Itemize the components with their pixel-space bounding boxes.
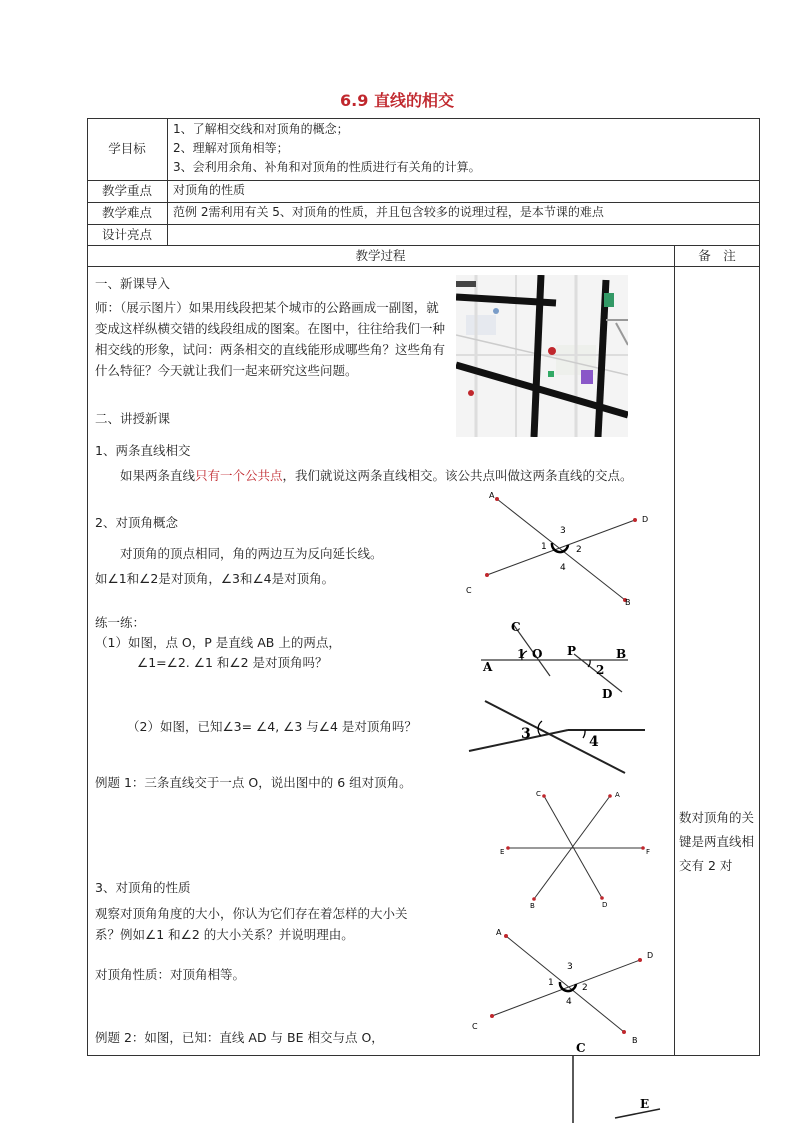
point-label: D [602, 687, 613, 701]
point-label: D [647, 951, 654, 960]
angle-label: 3 [567, 962, 573, 972]
page-title: 6.9 直线的相交 [340, 91, 454, 110]
point-label: C [472, 1022, 478, 1031]
figure-practice-1 [478, 618, 638, 703]
angle-label: 1 [517, 647, 526, 661]
subsection-heading: 3、对顶角的性质 [95, 880, 191, 895]
notes-label: 备 注 [698, 248, 736, 263]
point-label: E [500, 848, 505, 856]
point-label: D [642, 515, 649, 524]
example-1: 例题 1：三条直线交于一点 O，说出图中的 6 组对顶角。 [95, 775, 412, 790]
section-heading: 一、新课导入 [95, 276, 171, 291]
subsection-heading: 1、两条直线相交 [95, 443, 191, 458]
point-label: B [632, 1036, 638, 1045]
angle-label: 3 [521, 726, 531, 742]
point-label: D [602, 901, 608, 909]
point-label: A [615, 791, 620, 799]
example-2: 例题 2：如图，已知：直线 AD 与 BE 相交与点 O， [95, 1030, 384, 1045]
point-label: C [536, 790, 541, 798]
section-heading: 二、讲授新课 [95, 411, 171, 426]
point-label: C [466, 586, 472, 595]
practice-heading: 练一练： [95, 615, 146, 630]
point-label: B [625, 598, 631, 607]
focus-label: 教学重点 [101, 183, 152, 198]
intro-paragraph: 师：（展示图片）如果用线段把某个城市的公路画成一副图，就变成这样纵横交错的线段组成的图案。在图中，往往给我们一种相交线的形象，试问：两条相交的直线能形成哪些角？这些角有什么特征？今天就让我们一起来研究这些问题。 [95, 300, 446, 378]
vertical-angle-example: 如∠1和∠2是对顶角，∠3和∠4是对顶角。 [95, 571, 335, 586]
goal-item: 3、会利用余角、补角和对顶角的性质进行有关角的计算。 [173, 160, 481, 174]
point-label: O [532, 647, 543, 661]
definition-text: ，我们就说这两条直线相交。该公共点叫做这两条直线的交点。 [282, 468, 633, 483]
definition-text: 如果两条直线 [120, 468, 196, 483]
goal-label: 学目标 [108, 141, 146, 156]
angle-label: 1 [548, 978, 554, 988]
angle-label: 4 [560, 563, 566, 573]
point-label: C [511, 620, 521, 634]
figure-intersecting-lines-2 [466, 924, 666, 1049]
point-label: A [483, 660, 493, 674]
focus-value: 对顶角的性质 [173, 183, 246, 197]
city-road-map-image [456, 275, 628, 437]
goal-item: 2、理解对顶角相等； [173, 141, 289, 155]
intersect-definition [95, 465, 670, 486]
point-label: C [576, 1041, 586, 1055]
practice-1-line2: ∠1=∠2. ∠1 和∠2 是对顶角吗？ [137, 655, 328, 670]
point-label: A [489, 491, 495, 500]
point-label: B [616, 647, 627, 661]
angle-label: 1 [541, 542, 547, 552]
point-label: B [530, 902, 535, 910]
point-label: P [567, 644, 577, 658]
highlight-label: 设计亮点 [101, 227, 152, 242]
figure-intersecting-lines-1 [460, 488, 660, 613]
process-label: 教学过程 [355, 248, 406, 263]
goal-item: 1、了解相交线和对顶角的概念； [173, 122, 349, 136]
side-note: 数对顶角的关键是两直线相交有 2 对 [679, 810, 755, 873]
figure-three-lines [498, 786, 658, 911]
subsection-heading: 2、对顶角概念 [95, 515, 178, 530]
practice-1-line1: （1）如图，点 O，P 是直线 AB 上的两点， [95, 635, 341, 650]
point-label: E [640, 1097, 650, 1111]
angle-label: 4 [566, 997, 572, 1007]
figure-example-2-partial [560, 1036, 670, 1123]
difficulty-value: 范例 2需利用有关 5、对顶角的性质，并且包含较多的说理过程，是本节课的难点 [173, 205, 604, 219]
point-label: F [646, 848, 651, 856]
definition-highlight: 只有一个公共点 [195, 468, 283, 483]
point-label: A [496, 928, 502, 937]
figure-practice-2 [465, 698, 650, 778]
angle-label: 2 [582, 983, 588, 993]
angle-label: 4 [589, 734, 599, 750]
practice-2: （2）如图，已知∠3= ∠4, ∠3 与∠4 是对顶角吗？ [127, 719, 417, 734]
property-statement: 对顶角性质：对顶角相等。 [95, 967, 246, 982]
property-question: 观察对顶角角度的大小，你认为它们存在着怎样的大小关系？例如∠1 和∠2 的大小关系？并说明理由。 [95, 906, 408, 942]
angle-label: 2 [596, 663, 605, 677]
angle-label: 2 [576, 545, 582, 555]
angle-label: 3 [560, 526, 566, 536]
vertical-angle-definition: 对顶角的顶点相同，角的两边互为反向延长线。 [120, 546, 383, 561]
goal-list [173, 120, 753, 177]
difficulty-label: 教学难点 [101, 205, 152, 220]
